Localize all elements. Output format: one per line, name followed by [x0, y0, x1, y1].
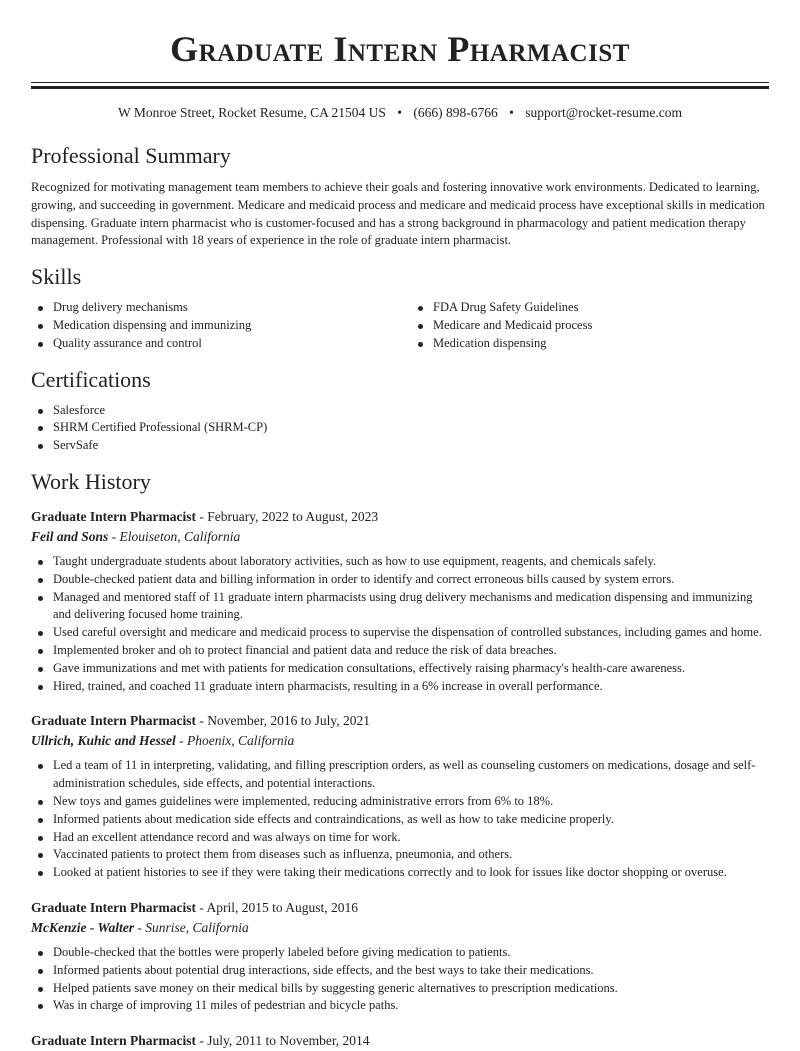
job-dates: - November, 2016 to July, 2021 [195, 713, 371, 729]
contact-address: W Monroe Street, Rocket Resume, CA 21504 US [118, 105, 386, 120]
job-dates: - April, 2015 to August, 2016 [195, 899, 358, 915]
job-bullet: Was in charge of improving 11 miles of pedestrian and bicycle paths. [53, 997, 769, 1015]
job-dates: - February, 2022 to August, 2023 [195, 508, 379, 524]
job-title: Graduate Intern Pharmacist [31, 899, 196, 915]
contact-phone: (666) 898-6766 [413, 105, 498, 120]
job-title-line [31, 1031, 769, 1051]
job-bullet: New toys and games guidelines were implemented, reducing administrative errors from 6% to 18%. [53, 793, 769, 811]
summary-text: Recognized for motivating management team members to achieve their goals and fostering innovative work environments. Dedicated to learning, growing, and succeeding in government. Medicare and medicaid process and medicare and medicaid process have exceptional skills in medication dispensing. Graduate intern pharmacist who is customer-focused and has a strong background in pharmacology and patient medication therapy management. Professional with 18 years of experience in the role of graduate intern pharmacist. [31, 180, 765, 248]
job-employer: Ullrich, Kuhic and Hessel [31, 733, 176, 749]
certification-item: SHRM Certified Professional (SHRM-CP) [53, 419, 769, 437]
skills-list-left [31, 299, 389, 352]
certifications-section [31, 365, 769, 455]
skill-item: Drug delivery mechanisms [53, 299, 389, 317]
job-bullet: Looked at patient histories to see if they were taking their medications correctly and to look for issues like doctor shopping or overuse. [53, 864, 769, 882]
certifications-list [31, 402, 769, 455]
resume-name: Graduate Intern Pharmacist [170, 29, 630, 69]
job-location: - Phoenix, California [175, 733, 295, 749]
contact-separator: • [397, 105, 402, 120]
job-title-line [31, 507, 769, 527]
job-bullet: Informed patients about potential drug interactions, side effects, and the best ways to take their medications. [53, 962, 769, 980]
job-bullet: Hired, trained, and coached 11 graduate intern pharmacists, resulting in a 6% increase in overall performance. [53, 678, 769, 696]
job-bullet: Implemented broker and oh to protect financial and patient data and reduce the risk of data breaches. [53, 642, 769, 660]
job-bullet: Managed and mentored staff of 11 graduate intern pharmacists using drug delivery mechanisms and medication dispensing and immunizing and delivering focused home training. [53, 589, 769, 625]
skills-heading: Skills [31, 264, 82, 290]
job-title-line [31, 711, 769, 731]
employer-line [31, 731, 769, 750]
job-bullet: Gave immunizations and met with patients for medication consultations, effectively raising pharmacy's health-care awareness. [53, 660, 769, 678]
work-history-section [31, 467, 769, 1051]
header-divider-thick [31, 86, 769, 89]
resume-content [31, 141, 769, 1051]
job-dates: - July, 2011 to November, 2014 [195, 1033, 370, 1049]
skills-list-right [411, 299, 769, 352]
job-bullets [31, 553, 769, 695]
skill-item: Quality assurance and control [53, 335, 389, 353]
job-employer: McKenzie - Walter [31, 919, 134, 935]
job-bullet: Informed patients about medication side effects and contraindications, as well as how to take medicine properly. [53, 811, 769, 829]
job-bullets [31, 944, 769, 1015]
job-bullet: Used careful oversight and medicare and medicaid process to supervise the dispensation of controlled substances, including games and home. [53, 624, 769, 642]
job-entry [31, 711, 769, 882]
contact-line [0, 104, 800, 122]
job-title-line [31, 898, 769, 918]
job-bullet: Taught undergraduate students about laboratory activities, such as how to use equipment, reagents, and chemicals safely. [53, 553, 769, 571]
work-history-heading: Work History [31, 468, 151, 494]
summary-heading: Professional Summary [31, 143, 231, 168]
skills-grid [31, 299, 769, 352]
job-entry [31, 898, 769, 1015]
skill-item: Medicare and Medicaid process [433, 317, 769, 335]
job-title: Graduate Intern Pharmacist [31, 1033, 196, 1049]
job-location: - Sunrise, California [134, 919, 249, 935]
job-location: - Elouiseton, California [108, 528, 241, 544]
job-entry [31, 507, 769, 695]
certifications-heading: Certifications [31, 366, 151, 392]
certification-item: ServSafe [53, 437, 769, 455]
job-bullet: Vaccinated patients to protect them from diseases such as influenza, pneumonia, and others. [53, 846, 769, 864]
employer-line [31, 527, 769, 546]
job-bullet: Helped patients save money on their medical bills by suggesting generic alternatives to prescription medications. [53, 980, 769, 998]
job-bullet: Double-checked patient data and billing information in order to identify and correct erroneous bills caused by system errors. [53, 571, 769, 589]
header-divider-thin [31, 82, 769, 83]
job-bullet: Led a team of 11 in interpreting, validating, and filling prescription orders, as well as counseling customers on medications, dosage and self-administration schedules, side effects, and potential interactions. [53, 757, 769, 793]
job-bullet: Had an excellent attendance record and was always on time for work. [53, 829, 769, 847]
job-bullets [31, 757, 769, 882]
skills-section [31, 262, 769, 352]
employer-line [31, 918, 769, 937]
contact-separator: • [509, 105, 514, 120]
job-title: Graduate Intern Pharmacist [31, 713, 196, 729]
job-bullet: Double-checked that the bottles were properly labeled before giving medication to patients. [53, 944, 769, 962]
summary-section [31, 141, 769, 250]
job-title: Graduate Intern Pharmacist [31, 508, 196, 524]
skill-item: Medication dispensing and immunizing [53, 317, 389, 335]
job-entry [31, 1031, 769, 1051]
skill-item: Medication dispensing [433, 335, 769, 353]
contact-email: support@rocket-resume.com [525, 105, 682, 120]
job-employer: Feil and Sons [31, 528, 109, 544]
certification-item: Salesforce [53, 402, 769, 420]
skill-item: FDA Drug Safety Guidelines [433, 299, 769, 317]
